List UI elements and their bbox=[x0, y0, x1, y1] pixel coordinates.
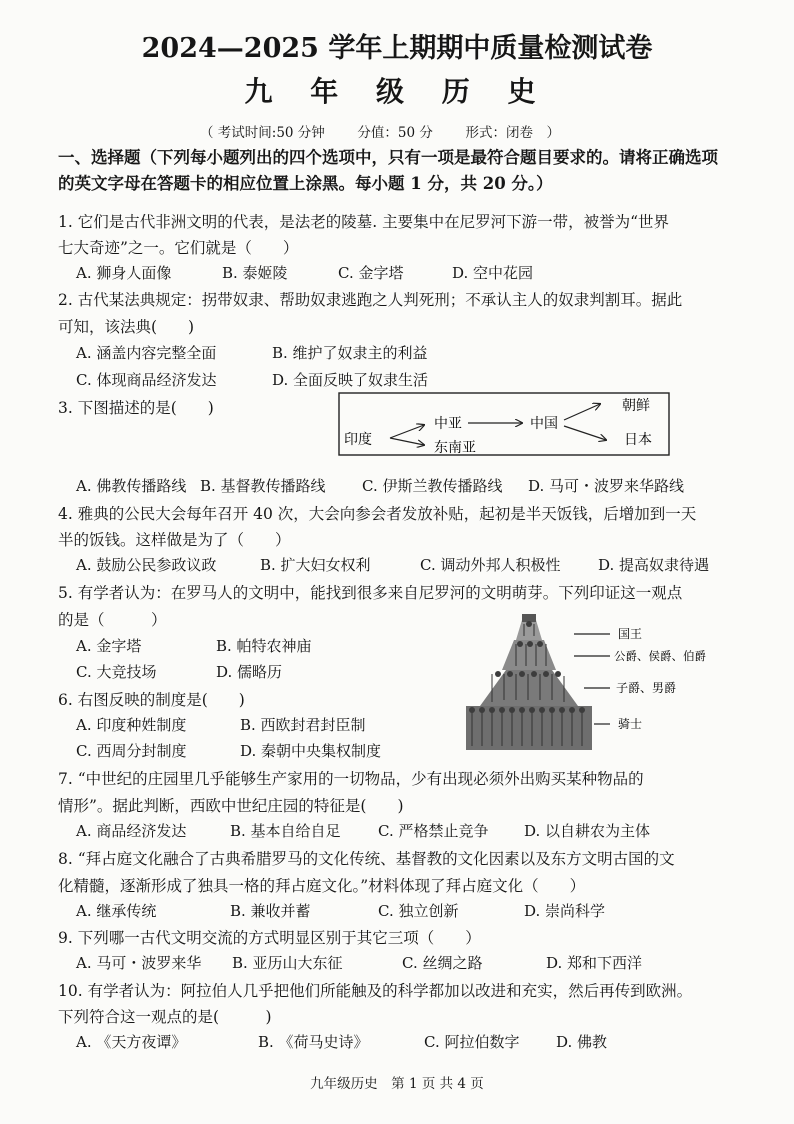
question-10-option-c[interactable]: C. 阿拉伯数字 bbox=[424, 1033, 520, 1051]
question-4-option-c[interactable]: C. 调动外邦人积极性 bbox=[420, 556, 561, 574]
question-1-option-d[interactable]: D. 空中花园 bbox=[452, 264, 534, 282]
section-heading-line2: 的英文字母在答题卡的相应位置上涂黑。每小题 1 分，共 20 分。） bbox=[58, 174, 553, 193]
diagram-southeast-asia: 东南亚 bbox=[434, 440, 476, 456]
question-8-option-c[interactable]: C. 独立创新 bbox=[378, 902, 459, 920]
diagram-india: 印度 bbox=[344, 432, 372, 448]
arrow-china-korea bbox=[564, 404, 600, 420]
diagram-china: 中国 bbox=[530, 416, 558, 432]
diagram-japan: 日本 bbox=[624, 432, 652, 448]
pyramid-label-duke: 公爵、侯爵、伯爵 bbox=[614, 649, 706, 663]
question-10-option-d[interactable]: D. 佛教 bbox=[556, 1033, 608, 1051]
question-10-stem-1: 10. 有学者认为：阿拉伯人几乎把他们所能触及的科学都加以改进和充实，然后再传到欧洲。 bbox=[58, 982, 693, 1000]
question-2-option-c[interactable]: C. 体现商品经济发达 bbox=[76, 371, 217, 389]
question-5-stem-2: 的是（ ） bbox=[58, 611, 167, 629]
question-9-option-d[interactable]: D. 郑和下西洋 bbox=[546, 954, 643, 972]
exam-info bbox=[200, 121, 560, 141]
question-3-option-d[interactable]: D. 马可・波罗来华路线 bbox=[528, 477, 685, 495]
question-8-option-d[interactable]: D. 崇尚科学 bbox=[524, 902, 606, 920]
question-1-option-c[interactable]: C. 金字塔 bbox=[338, 264, 404, 282]
question-10-option-b[interactable]: B. 《荷马史诗》 bbox=[258, 1033, 369, 1051]
question-1-stem-1: 1. 它们是古代非洲文明的代表，是法老的陵墓. 主要集中在尼罗河下游一带，被誉为“世界 bbox=[58, 213, 669, 231]
question-2-stem-1: 2. 古代某法典规定：拐带奴隶、帮助奴隶逃跑之人判死刑；不承认主人的奴隶判割耳。据此 bbox=[58, 291, 683, 309]
question-7-option-c[interactable]: C. 严格禁止竞争 bbox=[378, 822, 489, 840]
arrow-india-southeast-asia bbox=[390, 438, 424, 445]
question-9-option-c[interactable]: C. 丝绸之路 bbox=[402, 954, 483, 972]
diagram-korea: 朝鲜 bbox=[622, 398, 650, 414]
question-3-option-b[interactable]: B. 基督教传播路线 bbox=[200, 477, 326, 495]
question-6-option-b[interactable]: B. 西欧封君封臣制 bbox=[240, 716, 366, 734]
question-6-option-c[interactable]: C. 西周分封制度 bbox=[76, 742, 187, 760]
exam-title: 2024—2025 学年上期期中质量检测试卷 bbox=[141, 33, 653, 64]
question-9-stem: 9. 下列哪一古代文明交流的方式明显区别于其它三项（ ） bbox=[58, 929, 481, 947]
question-7-option-b[interactable]: B. 基本自给自足 bbox=[230, 822, 341, 840]
question-5-stem-1: 5. 有学者认为：在罗马人的文明中，能找到很多来自尼罗河的文明萌芽。下列印证这一观点 bbox=[58, 584, 683, 602]
question-8-stem-1: 8. “拜占庭文化融合了古典希腊罗马的文化传统、基督教的文化因素以及东方文明古国的文 bbox=[58, 850, 675, 868]
question-3-option-c[interactable]: C. 伊斯兰教传播路线 bbox=[362, 477, 503, 495]
question-3-stem: 3. 下图描述的是( ) bbox=[58, 399, 214, 417]
exam-form: 形式：闭卷 ） bbox=[465, 125, 560, 141]
question-7-stem-1: 7. “中世纪的庄园里几乎能够生产家用的一切物品，少有出现必须外出购买某种物品的 bbox=[58, 770, 644, 788]
question-7-option-d[interactable]: D. 以自耕农为主体 bbox=[524, 822, 651, 840]
question-10-stem-2: 下列符合这一观点的是( ) bbox=[58, 1008, 272, 1026]
question-10-option-a[interactable]: A. 《天方夜谭》 bbox=[76, 1033, 187, 1051]
question-5-option-b[interactable]: B. 帕特农神庙 bbox=[216, 637, 312, 655]
question-5-option-a[interactable]: A. 金字塔 bbox=[76, 637, 142, 655]
question-4-stem-1: 4. 雅典的公民大会每年召开 40 次，大会向参会者发放补贴，起初是半天饭钱，后增加到一天 bbox=[58, 505, 697, 523]
question-6-option-a[interactable]: A. 印度种姓制度 bbox=[76, 716, 187, 734]
spread-route-diagram bbox=[338, 392, 670, 456]
question-1-option-a[interactable]: A. 狮身人面像 bbox=[76, 264, 172, 282]
question-4-option-b[interactable]: B. 扩大妇女权利 bbox=[260, 556, 371, 574]
question-4-option-d[interactable]: D. 提高奴隶待遇 bbox=[598, 556, 710, 574]
question-9-option-a[interactable]: A. 马可・波罗来华 bbox=[76, 954, 202, 972]
question-2-stem-2: 可知，该法典( ) bbox=[58, 318, 195, 336]
question-6-option-d[interactable]: D. 秦朝中央集权制度 bbox=[240, 742, 382, 760]
section-heading bbox=[58, 145, 718, 197]
pyramid-label-viscount: 子爵、男爵 bbox=[616, 681, 677, 695]
subject-title: 九 年 级 历 史 bbox=[244, 75, 550, 108]
diagram-central-asia: 中亚 bbox=[434, 416, 462, 432]
arrow-india-central-asia bbox=[390, 425, 424, 438]
question-5-option-c[interactable]: C. 大竞技场 bbox=[76, 663, 157, 681]
feudal-pyramid-figure bbox=[462, 612, 732, 754]
exam-time: （ 考试时间:50 分钟 bbox=[200, 125, 325, 141]
section-heading-line1: 一、选择题（下列每小题列出的四个选项中，只有一项是最符合题目要求的。请将正确选项 bbox=[58, 148, 718, 167]
question-1-option-b[interactable]: B. 泰姬陵 bbox=[222, 264, 288, 282]
question-6-stem: 6. 右图反映的制度是( ) bbox=[58, 691, 245, 709]
question-4-option-a[interactable]: A. 鼓励公民参政议政 bbox=[76, 556, 217, 574]
question-8-option-a[interactable]: A. 继承传统 bbox=[76, 902, 157, 920]
pyramid-illustration bbox=[466, 614, 592, 750]
diagram-frame bbox=[339, 393, 669, 455]
exam-score: 分值：50 分 bbox=[357, 125, 433, 141]
question-7-stem-2: 情形”。据此判断，西欧中世纪庄园的特征是( ) bbox=[58, 797, 404, 815]
question-7-option-a[interactable]: A. 商品经济发达 bbox=[76, 822, 187, 840]
arrow-china-japan bbox=[564, 426, 606, 440]
question-5-option-d[interactable]: D. 儒略历 bbox=[216, 663, 283, 681]
pyramid-label-knight: 骑士 bbox=[618, 717, 643, 731]
question-2-option-b[interactable]: B. 维护了奴隶主的利益 bbox=[272, 344, 428, 362]
question-8-option-b[interactable]: B. 兼收并蓄 bbox=[230, 902, 311, 920]
question-2-option-d[interactable]: D. 全面反映了奴隶生活 bbox=[272, 371, 429, 389]
page-footer: 九年级历史 第 1 页 共 4 页 bbox=[310, 1076, 484, 1092]
question-1-stem-2: 七大奇迹”之一。它们就是（ ） bbox=[58, 239, 299, 257]
question-4-stem-2: 半的饭钱。这样做是为了（ ） bbox=[58, 531, 291, 549]
question-2-option-a[interactable]: A. 涵盖内容完整全面 bbox=[76, 344, 217, 362]
question-8-stem-2: 化精髓，逐渐形成了独具一格的拜占庭文化。”材料体现了拜占庭文化（ ） bbox=[58, 877, 586, 895]
pyramid-label-king: 国王 bbox=[618, 627, 643, 641]
question-9-option-b[interactable]: B. 亚历山大东征 bbox=[232, 954, 343, 972]
question-3-option-a[interactable]: A. 佛教传播路线 bbox=[76, 477, 187, 495]
